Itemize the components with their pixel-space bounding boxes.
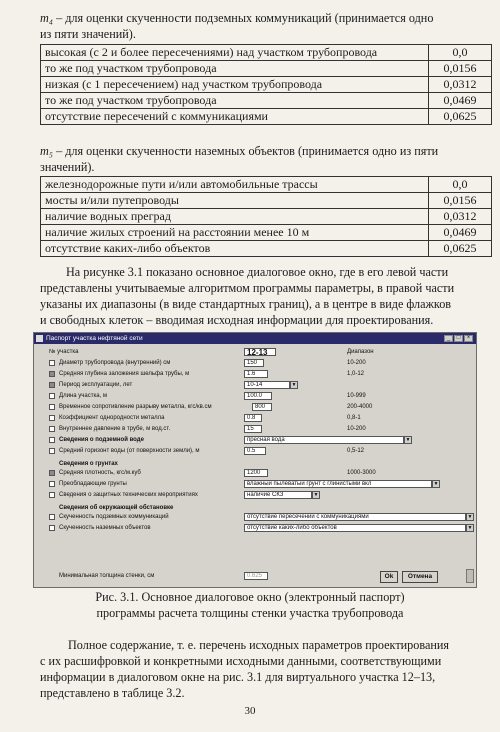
row-param: Преобладающие грунты влажный пылеватый грунт с глинистыми вкл ▼ — [34, 479, 476, 489]
m4-intro-line1: – для оценки скученности подземных коммуникаций (принимается одно — [53, 11, 434, 25]
param-checkbox[interactable] — [49, 525, 55, 531]
row-param: Средний горизонт воды (от поверхности земли), м 0.5 0,5-12 — [34, 446, 476, 456]
table-row: то же под участком трубопровода 0,0156 — [41, 61, 492, 77]
scrollbar[interactable] — [466, 569, 474, 583]
chevron-down-icon[interactable]: ▼ — [291, 382, 297, 388]
table-row: отсутствие пересечений с коммуникациями 0,0625 — [41, 109, 492, 125]
para1-line1: На рисунке 3.1 показано основное диалоговое окно, где в его левой части — [66, 265, 449, 279]
param-input[interactable]: 150 — [244, 359, 264, 367]
table-row: мосты и/или путепроводы 0,0156 — [41, 193, 492, 209]
param-checkbox[interactable] — [49, 448, 55, 454]
dialog-title: Паспорт участка нефтяной сети — [46, 335, 143, 342]
m4-intro-line2: из пяти значений). — [40, 27, 136, 41]
ok-button[interactable]: Ok — [380, 571, 398, 583]
m5-table — [40, 176, 492, 257]
row-param: Скученность подземных коммуникаций отсутствие пересечений с коммуникациями ▼ — [34, 512, 476, 522]
row-param: Сведения о защитных технических мероприятиях наличие СКЗ ▼ — [34, 490, 476, 500]
m4-symbol: m₄ — [40, 11, 54, 25]
param-select[interactable]: наличие СКЗ — [244, 491, 312, 499]
param-select[interactable]: пресная вода — [244, 436, 404, 444]
chevron-down-icon[interactable]: ▼ — [313, 492, 319, 498]
param-checkbox[interactable] — [49, 514, 55, 520]
m5-symbol: m₅ — [40, 144, 54, 158]
chevron-down-icon[interactable]: ▼ — [433, 481, 439, 487]
param-checkbox[interactable] — [49, 470, 55, 476]
param-checkbox[interactable] — [49, 481, 55, 487]
para1-line3: указаны их диапазоны (в виде стандартных границ), а в центре в виде флажков — [40, 297, 452, 311]
figure-caption-line1: Рис. 3.1. Основное диалоговое окно (электронный паспорт) — [95, 590, 405, 604]
row-param: Внутреннее давление в трубе, м вод.ст. 15 10-200 — [34, 424, 476, 434]
param-checkbox[interactable] — [49, 437, 55, 443]
row-section-number: № участка 12-13 Диапазон — [49, 348, 374, 356]
table-row: низкая (с 1 пересечением) над участком трубопровода 0,0312 — [41, 77, 492, 93]
cancel-button[interactable]: Отмена — [402, 571, 438, 583]
chevron-down-icon[interactable]: ▼ — [467, 525, 473, 531]
param-input[interactable]: 15 — [244, 425, 262, 433]
para1-line2: представлены учитываемые алгоритмом программы параметры, в правой части — [40, 281, 455, 295]
row-param: Средняя плотность, кгс/м.куб 1200 1000-3000 — [34, 468, 476, 478]
param-input[interactable]: 0.5 — [244, 447, 266, 455]
range-header: Диапазон — [347, 349, 374, 355]
param-checkbox[interactable] — [49, 371, 55, 377]
para2-line3: информации в диалоговом окне на рис. 3.1 для виртуального участка 12–13, — [40, 670, 436, 684]
table-row: наличие жилых строений на расстоянии менее 10 м 0,0469 — [41, 225, 492, 241]
row-result: Минимальная толщина стенки, см 0.625 — [34, 571, 476, 581]
param-input[interactable]: 1200 — [244, 469, 268, 477]
page-number: 30 — [244, 705, 256, 717]
maximize-icon[interactable]: □ — [454, 335, 463, 342]
param-checkbox[interactable] — [49, 415, 55, 421]
figure-caption-line2: программы расчета толщины стенки участка трубопровода — [96, 606, 404, 620]
param-input[interactable]: 800 — [252, 403, 272, 411]
m5-intro — [40, 143, 495, 159]
section-number-field[interactable]: 12-13 — [244, 348, 276, 356]
row-param: Средняя глубина заложения шельфа трубы, м 1.6 1,0-12 — [34, 369, 476, 379]
param-input[interactable]: 100.0 — [244, 392, 272, 400]
chevron-down-icon[interactable]: ▼ — [405, 437, 411, 443]
row-param: Период эксплуатации, лет 10-14 ▼ — [34, 380, 476, 390]
section-soil-header: Сведения о грунтах — [59, 461, 118, 467]
table-row: то же под участком трубопровода 0,0469 — [41, 93, 492, 109]
param-select[interactable]: отсутствие пересечений с коммуникациями — [244, 513, 466, 521]
close-icon[interactable]: × — [464, 335, 473, 342]
param-checkbox[interactable] — [49, 393, 55, 399]
m4-intro — [40, 10, 495, 26]
param-input[interactable]: 1.6 — [244, 370, 268, 378]
param-checkbox[interactable] — [49, 360, 55, 366]
param-select[interactable]: 10-14 — [244, 381, 290, 389]
table-row: отсутствие каких-либо объектов 0,0625 — [41, 241, 492, 257]
row-section: Сведения о подземной воде пресная вода ▼ — [34, 435, 476, 445]
dialog-title-bar — [34, 333, 476, 344]
passport-dialog — [33, 332, 477, 588]
param-input[interactable]: 0.8 — [244, 414, 262, 422]
param-select[interactable]: влажный пылеватый грунт с глинистыми вкл — [244, 480, 432, 488]
para2-line1: Полное содержание, т. е. перечень исходных параметров проектирования — [68, 638, 450, 652]
minimize-icon[interactable]: _ — [444, 335, 453, 342]
row-param: Длина участка, м 100.0 10-999 — [34, 391, 476, 401]
para1-line4: и свободных клеток – вводимая исходная информации для проектирования. — [40, 313, 434, 327]
table-row: наличие водных преград 0,0312 — [41, 209, 492, 225]
min-thickness-field[interactable]: 0.625 — [244, 572, 268, 580]
table-row: железнодорожные пути и/или автомобильные трассы 0,0 — [41, 177, 492, 193]
section-environment-header: Сведения об окружающей обстановке — [59, 505, 174, 511]
para2-line2: с их расшифровкой и конкретными исходными данными, соответствующими — [40, 654, 442, 668]
param-checkbox[interactable] — [49, 404, 55, 410]
window-icon — [36, 335, 43, 342]
param-checkbox[interactable] — [49, 382, 55, 388]
param-checkbox[interactable] — [49, 426, 55, 432]
param-checkbox[interactable] — [49, 492, 55, 498]
row-param: Временное сопротивление разрыву металла, кгс/кв.см 800 200-4000 — [34, 402, 476, 412]
row-param: Диаметр трубопровода (внутренний) см 150 10-200 — [34, 358, 476, 368]
para2-line4: представлено в таблице 3.2. — [40, 686, 185, 700]
chevron-down-icon[interactable]: ▼ — [467, 514, 473, 520]
param-select[interactable]: отсутствие каких-либо объектов — [244, 524, 466, 532]
table-row: высокая (с 2 и более пересечениями) над участком трубопровода 0,0 — [41, 45, 492, 61]
m5-intro-line2: значений). — [40, 160, 95, 174]
row-param: Коэффициент однородности металла 0.8 0,8-1 — [34, 413, 476, 423]
m5-intro-line1: – для оценки скученности наземных объектов (принимается одно из пяти — [53, 144, 439, 158]
row-param: Скученность наземных объектов отсутствие каких-либо объектов ▼ — [34, 523, 476, 533]
m4-table — [40, 44, 492, 125]
